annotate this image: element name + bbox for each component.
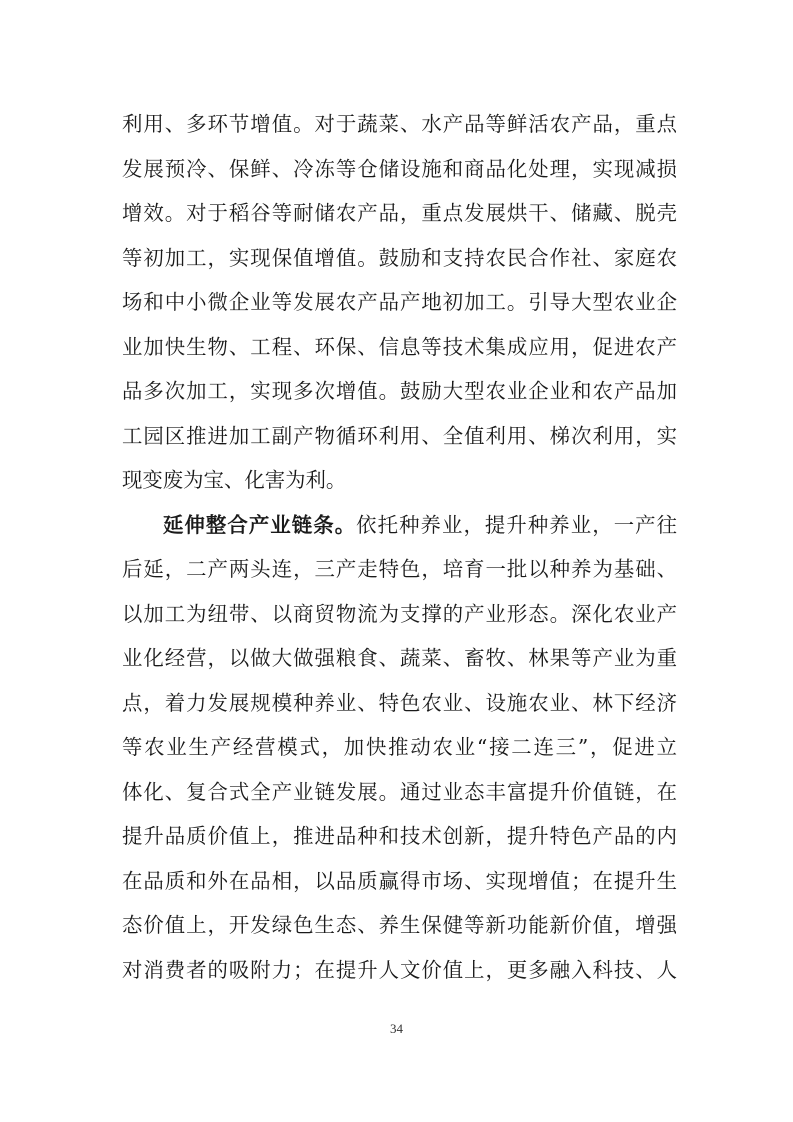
text-line: 对消费者的吸附力；在提升人文价值上，更多融入科技、人 bbox=[122, 957, 677, 982]
text-line: 在品质和外在品相，以品质赢得市场、实现增值；在提升生 bbox=[122, 868, 677, 893]
text-line: 发展预冷、保鲜、冷冻等仓储设施和商品化处理，实现减损 bbox=[122, 156, 677, 181]
text-line: 态价值上，开发绿色生态、养生保健等新功能新价值，增强 bbox=[122, 913, 677, 937]
text-line: 以加工为纽带、以商贸物流为支撑的产业形态。深化农业产 bbox=[122, 601, 677, 626]
text-line: 工园区推进加工副产物循环利用、全值利用、梯次利用，实 bbox=[122, 423, 677, 448]
text-line: 点，着力发展规模种养业、特色农业、设施农业、林下经济 bbox=[122, 690, 677, 715]
text-line: 等农业生产经营模式，加快推动农业“接二连三”，促进立 bbox=[122, 735, 677, 759]
text-line: 场和中小微企业等发展农产品产地初加工。引导大型农业企 bbox=[122, 290, 677, 314]
text-line: 后延，二产两头连，三产走特色，培育一批以种养为基础、 bbox=[122, 557, 677, 581]
body-text bbox=[122, 102, 677, 992]
text-line: 等初加工，实现保值增值。鼓励和支持农民合作社、家庭农 bbox=[122, 245, 677, 270]
text-line: 现变废为宝、化害为利。 bbox=[122, 468, 347, 492]
paragraph-2 bbox=[122, 503, 677, 993]
paragraph-1 bbox=[122, 102, 677, 503]
paragraph-first-line bbox=[122, 503, 677, 548]
text-line: 利用、多环节增值。对于蔬菜、水产品等鲜活农产品，重点 bbox=[122, 112, 677, 136]
paragraph-heading: 延伸整合产业链条。 bbox=[163, 512, 357, 537]
text-line: 业化经营，以做大做强粮食、蔬菜、畜牧、林果等产业为重 bbox=[122, 646, 677, 670]
text-line: 增效。对于稻谷等耐储农产品，重点发展烘干、储藏、脱壳 bbox=[122, 201, 677, 225]
text-line: 提升品质价值上，推进品种和技术创新，提升特色产品的内 bbox=[122, 824, 677, 848]
page-number: 34 bbox=[390, 1021, 403, 1036]
text-line-rest: 依托种养业，提升种养业，一产往 bbox=[356, 512, 678, 537]
text-line: 体化、复合式全产业链发展。通过业态丰富提升价值链，在 bbox=[122, 779, 677, 804]
text-line: 业加快生物、工程、环保、信息等技术集成应用，促进农产 bbox=[122, 334, 677, 359]
text-line: 品多次加工，实现多次增值。鼓励大型农业企业和农产品加 bbox=[122, 379, 677, 403]
